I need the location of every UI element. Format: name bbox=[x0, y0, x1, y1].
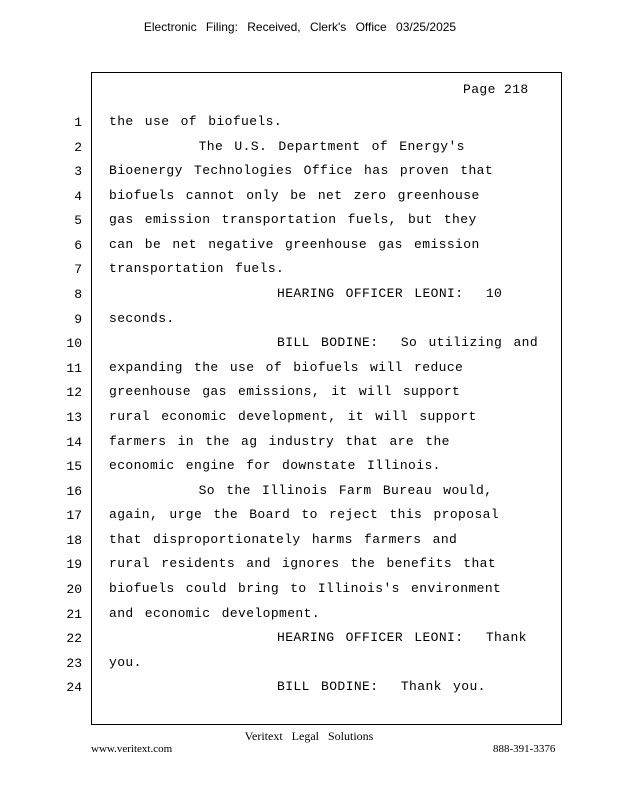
line-number: 8 bbox=[74, 287, 82, 302]
transcript-line: again, urge the Board to reject this proposal bbox=[109, 507, 500, 522]
line-number: 16 bbox=[66, 484, 82, 499]
transcript-line: biofuels cannot only be net zero greenhouse bbox=[109, 188, 480, 203]
transcript-line: biofuels could bring to Illinois's environment bbox=[109, 581, 502, 596]
transcript-line: HEARING OFFICER LEONI: 10 bbox=[109, 286, 503, 301]
transcript-line: and economic development. bbox=[109, 606, 321, 621]
line-number: 4 bbox=[74, 189, 82, 204]
line-number: 3 bbox=[74, 164, 82, 179]
line-number: 13 bbox=[66, 410, 82, 425]
transcript-line: HEARING OFFICER LEONI: Thank bbox=[109, 630, 527, 645]
line-number: 15 bbox=[66, 459, 82, 474]
transcript-line: transportation fuels. bbox=[109, 261, 285, 276]
line-number: 22 bbox=[66, 631, 82, 646]
footer-website: www.veritext.com bbox=[91, 743, 173, 755]
transcript-line: you. bbox=[109, 655, 142, 670]
transcript-line: BILL BODINE: So utilizing and bbox=[109, 335, 539, 350]
transcript-line: rural residents and ignores the benefits that bbox=[109, 556, 497, 571]
transcript-line: can be net negative greenhouse gas emission bbox=[109, 237, 480, 252]
line-number: 2 bbox=[74, 140, 82, 155]
line-number: 9 bbox=[74, 312, 82, 327]
line-number: 11 bbox=[66, 361, 82, 376]
transcript-line: farmers in the ag industry that are the bbox=[109, 434, 450, 449]
transcript-line: expanding the use of biofuels will reduce bbox=[109, 360, 464, 375]
line-number: 7 bbox=[74, 262, 82, 277]
footer-company: Veritext Legal Solutions bbox=[244, 729, 374, 743]
transcript-line: gas emission transportation fuels, but they bbox=[109, 212, 477, 227]
line-number: 24 bbox=[66, 680, 82, 695]
footer-phone: 888-391-3376 bbox=[493, 743, 556, 755]
line-number: 23 bbox=[66, 656, 82, 671]
transcript-line: So the Illinois Farm Bureau would, bbox=[109, 483, 493, 498]
line-number: 1 bbox=[74, 115, 82, 130]
line-number: 12 bbox=[66, 385, 82, 400]
line-number: 17 bbox=[66, 508, 82, 523]
transcript-line: Bioenergy Technologies Office has proven that bbox=[109, 163, 494, 178]
line-number: 18 bbox=[66, 533, 82, 548]
transcript-line: rural economic development, it will support bbox=[109, 409, 477, 424]
transcript-line: that disproportionately harms farmers and bbox=[109, 532, 458, 547]
transcript-line: greenhouse gas emissions, it will support bbox=[109, 384, 461, 399]
transcript-line: the use of biofuels. bbox=[109, 114, 283, 129]
line-number: 5 bbox=[74, 213, 82, 228]
line-number: 14 bbox=[66, 435, 82, 450]
filing-header: Electronic Filing: Received, Clerk's Office 03/25/2025 bbox=[143, 20, 457, 34]
transcript-line: The U.S. Department of Energy's bbox=[109, 139, 465, 154]
line-number: 21 bbox=[66, 607, 82, 622]
transcript-line: economic engine for downstate Illinois. bbox=[109, 458, 441, 473]
transcript-line: seconds. bbox=[109, 311, 175, 326]
line-number: 20 bbox=[66, 582, 82, 597]
line-number: 6 bbox=[74, 238, 82, 253]
transcript-line: BILL BODINE: Thank you. bbox=[109, 679, 486, 694]
page-number: Page 218 bbox=[463, 82, 529, 97]
line-number: 10 bbox=[66, 336, 82, 351]
line-number: 19 bbox=[66, 557, 82, 572]
